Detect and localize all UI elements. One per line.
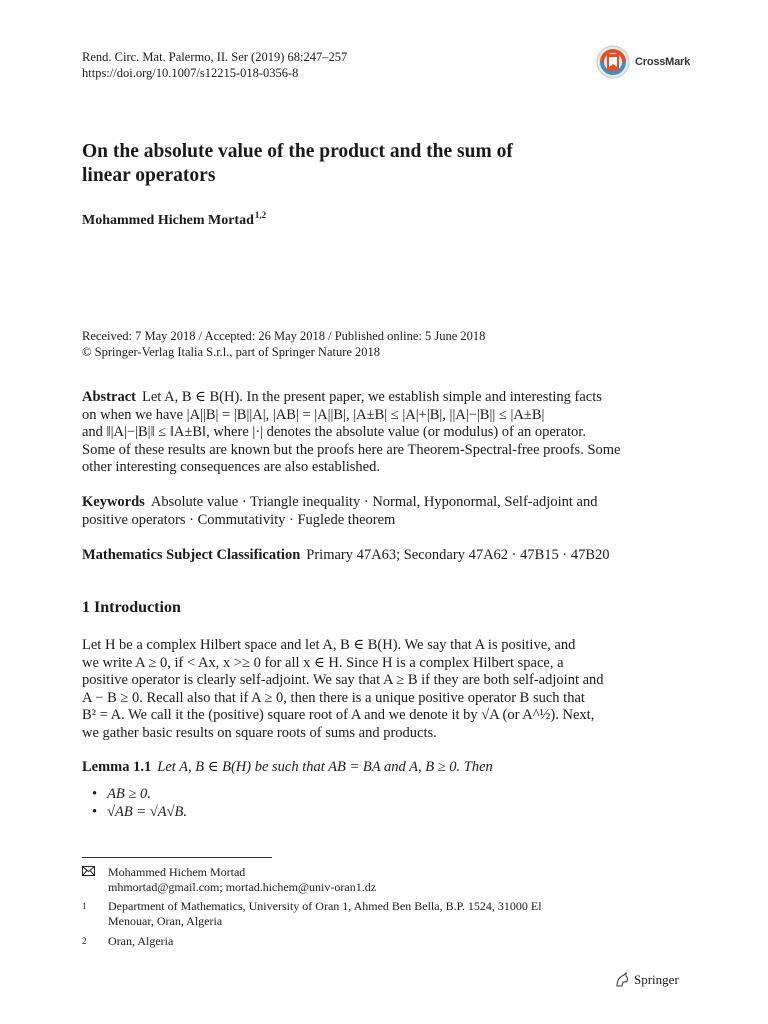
keywords-line-1: Absolute value · Triangle inequality · Normal, Hyponormal, Self-adjoint and	[150, 494, 598, 510]
footnote-2	[82, 934, 648, 949]
journal-header	[82, 49, 347, 81]
publisher-logo	[614, 972, 679, 988]
footnote-1-line-1: Department of Mathematics, University of Oran 1, Ahmed Ben Bella, B.P. 1524, 31000 El	[108, 899, 542, 913]
footnote-1	[82, 899, 648, 929]
intro-line-3: positive operator is clearly self-adjoint. We say that A ≥ B if they are both self-adjoint and	[82, 672, 604, 688]
footnote-divider	[82, 857, 272, 858]
intro-line-5: B² = A. We call it the (positive) square root of A and we denote it by √A (or A^½). Next,	[82, 707, 595, 723]
title-line-2: linear operators	[82, 165, 216, 186]
author-line	[82, 210, 266, 229]
title-line-1: On the absolute value of the product and the sum of	[82, 141, 513, 162]
abstract-label: Abstract	[82, 389, 136, 405]
keywords-line-2: positive operators · Commutativity · Fuglede theorem	[82, 511, 396, 528]
journal-citation: Rend. Circ. Mat. Palermo, II. Ser (2019) 68:247–257	[82, 50, 348, 64]
intro-paragraph	[82, 637, 687, 742]
list-item: • AB ≥ 0.	[92, 786, 151, 802]
crossmark-label: CrossMark	[635, 56, 691, 68]
abstract	[82, 389, 687, 477]
lemma-statement: Let A, B ∈ B(H) be such that AB = BA and A, B ≥ 0. Then	[157, 759, 493, 775]
abstract-line-3: and ‖|A|−|B|‖ ≤ ‖A±B‖, where |·| denotes the absolute value (or modulus) of an operator.	[82, 424, 586, 440]
intro-line-1: Let H be a complex Hilbert space and let A, B ∈ B(H). We say that A is positive, and	[82, 637, 576, 653]
crossmark-badge[interactable]	[596, 44, 716, 80]
publication-info	[82, 328, 485, 360]
copyright-line: © Springer-Verlag Italia S.r.l., part of Springer Nature 2018	[82, 345, 381, 359]
author-name[interactable]: Mohammed Hichem Mortad	[82, 213, 254, 228]
footnote-author	[82, 865, 648, 895]
keywords-label: Keywords	[82, 494, 145, 510]
lemma	[82, 759, 493, 776]
dates-line: Received: 7 May 2018 / Accepted: 26 May 2018 / Published online: 5 June 2018	[82, 329, 486, 343]
abstract-line-2: on when we have |A||B| = |B||A|, |AB| = |A||B|, |A±B| ≤ |A|+|B|, ||A|−|B|| ≤ |A±B|	[82, 406, 545, 423]
footnote-1-mark: 1	[82, 901, 87, 911]
publisher-name: Springer	[634, 972, 679, 987]
footnote-1-line-2: Menouar, Oran, Algeria	[108, 914, 223, 928]
intro-line-2: we write A ≥ 0, if < Ax, x >≥ 0 for all x ∈ H. Since H is a complex Hilbert space, a	[82, 654, 564, 671]
envelope-icon	[82, 865, 108, 880]
list-item: • √AB = √A√B.	[92, 804, 188, 820]
footnote-author-name: Mohammed Hichem Mortad	[108, 865, 246, 879]
msc-label: Mathematics Subject Classification	[82, 547, 301, 563]
footnote-2-mark: 2	[82, 936, 87, 946]
author-affiliation-sup: 1,2	[254, 210, 267, 220]
lemma-bullets	[92, 785, 187, 821]
intro-line-4: A − B ≥ 0. Recall also that if A ≥ 0, then there is a unique positive operator B such that	[82, 689, 585, 706]
abstract-line-1: Let A, B ∈ B(H). In the present paper, we establish simple and interesting facts	[141, 389, 602, 405]
lemma-label: Lemma 1.1	[82, 759, 152, 775]
paper-title	[82, 140, 682, 188]
doi-link[interactable]: https://doi.org/10.1007/s12215-018-0356-8	[82, 66, 299, 80]
springer-horse-icon	[614, 972, 630, 988]
section-heading: 1 Introduction	[82, 599, 181, 616]
abstract-line-5: other interesting consequences are also established.	[82, 459, 380, 475]
crossmark-icon	[596, 45, 630, 79]
footnote-2-text: Oran, Algeria	[108, 934, 174, 948]
keywords	[82, 494, 687, 529]
msc-classification	[82, 547, 687, 565]
abstract-line-4: Some of these results are known but the proofs here are Theorem-Spectral-free proofs. Some	[82, 441, 621, 458]
footnote-emails[interactable]: mhmortad@gmail.com; mortad.hichem@univ-oran1.dz	[108, 880, 377, 894]
intro-line-6: we gather basic results on square roots of sums and products.	[82, 724, 437, 741]
msc-codes: Primary 47A63; Secondary 47A62 · 47B15 · 47B20	[306, 547, 610, 563]
